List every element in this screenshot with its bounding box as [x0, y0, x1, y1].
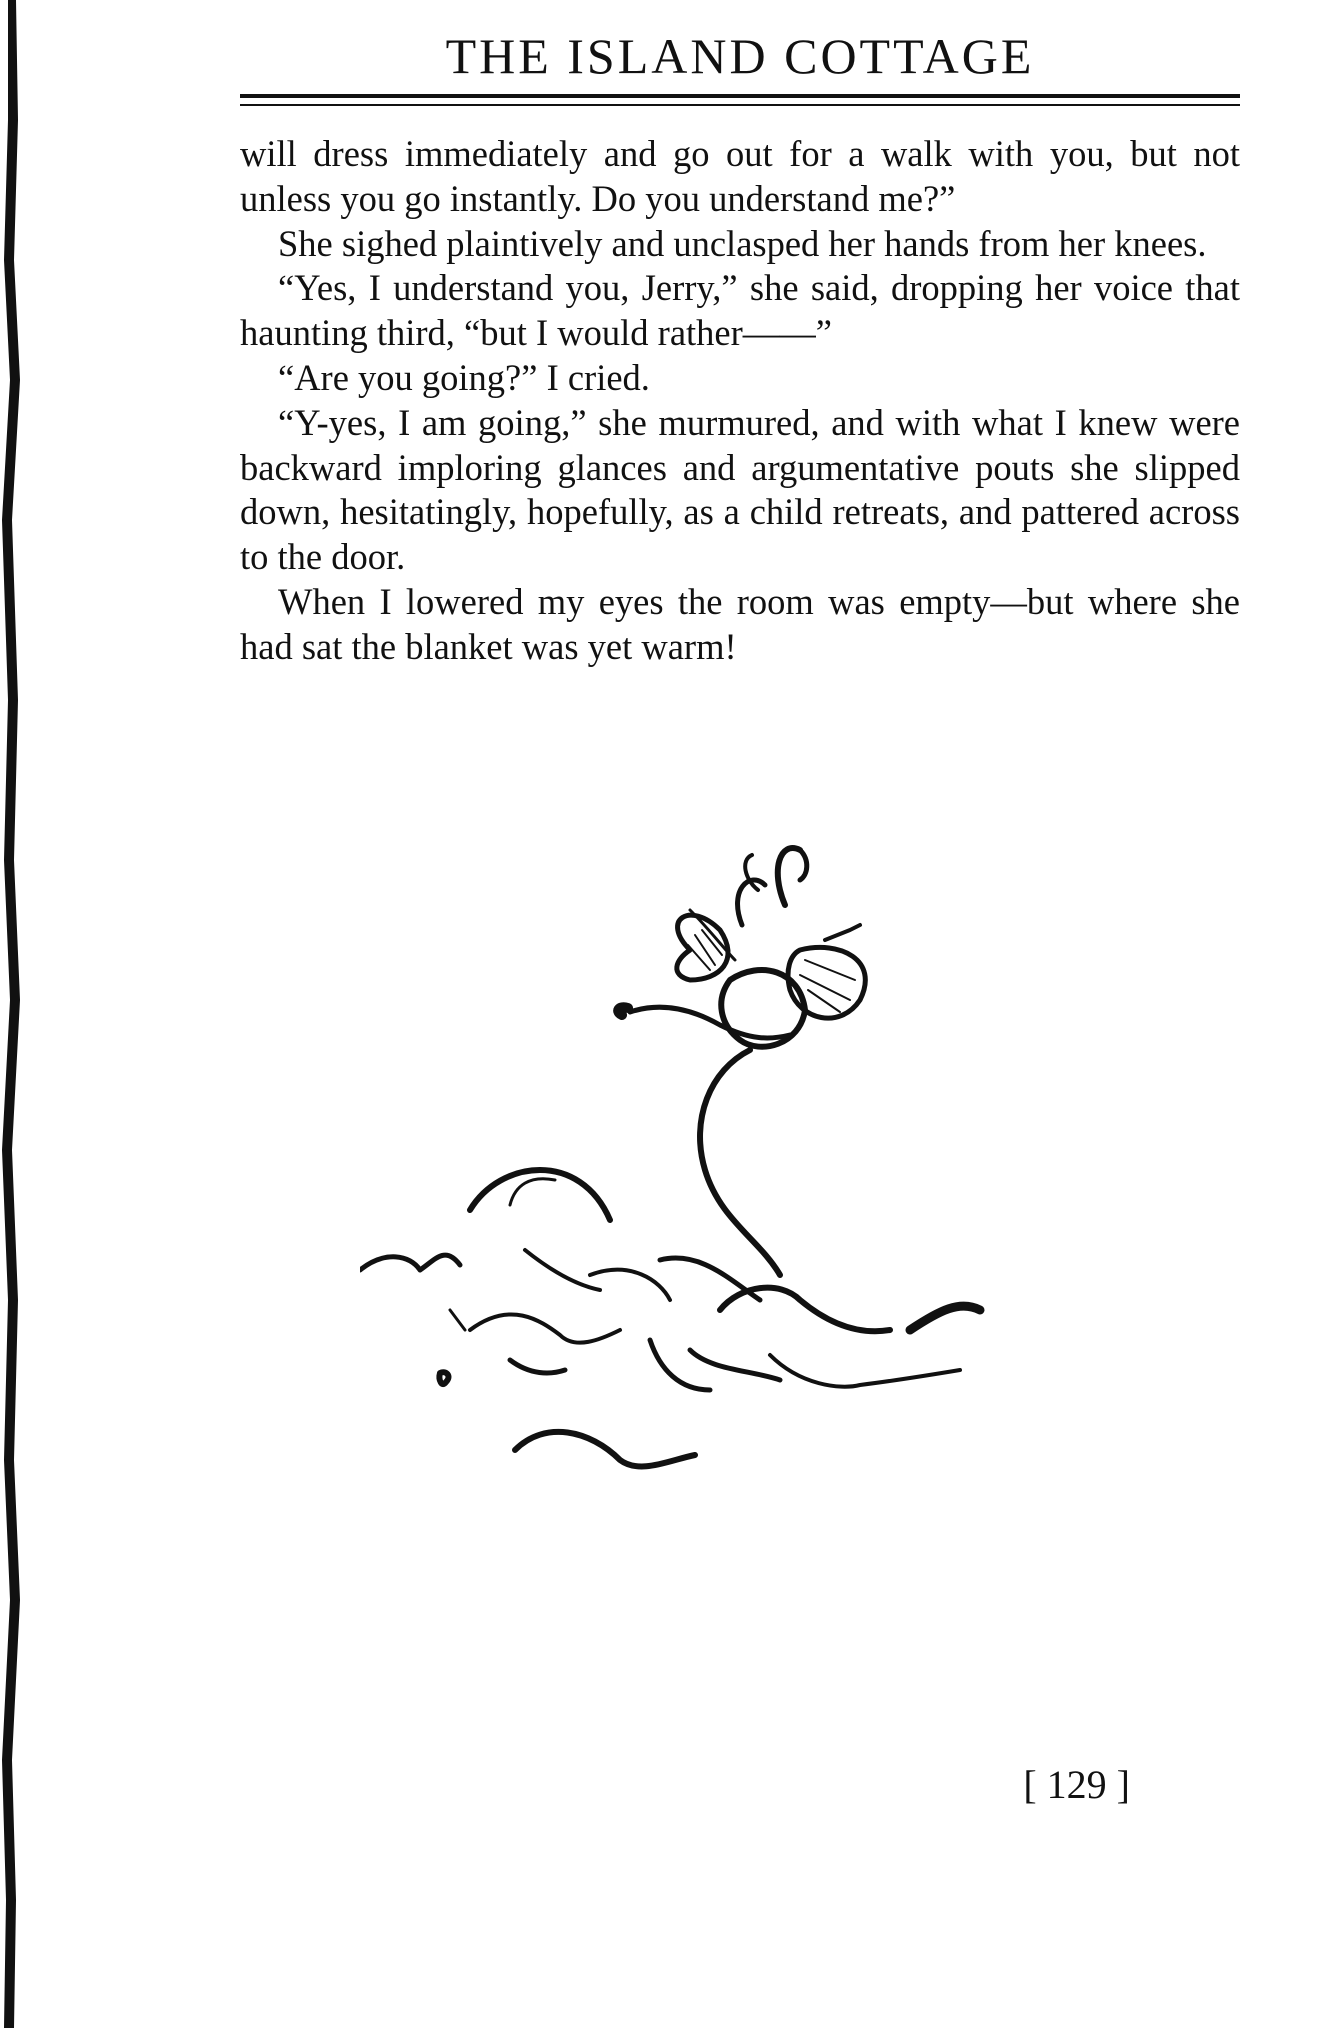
header-rule-thick: [240, 94, 1240, 98]
body-text: [240, 132, 1240, 670]
flower-on-waves-illustration: [360, 830, 1120, 1510]
paragraph: She sighed plaintively and unclasped her hands from her knees.: [278, 222, 1207, 264]
paragraph: “Are you going?” I cried.: [278, 356, 650, 398]
paragraph: “Yes, I understand you, Jerry,” she said, dropping her voice that haunting third, “but I would rather——”: [240, 267, 1240, 354]
paragraph: will dress immediately and go out for a walk with you, but not unless you go instantly. Do you understand me?”: [240, 133, 1240, 219]
header-rule-thin: [240, 104, 1240, 106]
paragraph: “Y-yes, I am going,” she murmured, and with what I knew were backward imploring glances and argumentative pouts she slipped down, hesitatingly, hopefully, as a child retreats, and pattered across to the door.: [240, 401, 1240, 578]
paragraph: When I lowered my eyes the room was empty—but where she had sat the blanket was yet warm!: [240, 580, 1240, 667]
running-head: THE ISLAND COTTAGE: [445, 28, 1035, 84]
page-binding-edge: [0, 0, 40, 2028]
page-number: [ 129 ]: [1023, 1762, 1130, 1807]
